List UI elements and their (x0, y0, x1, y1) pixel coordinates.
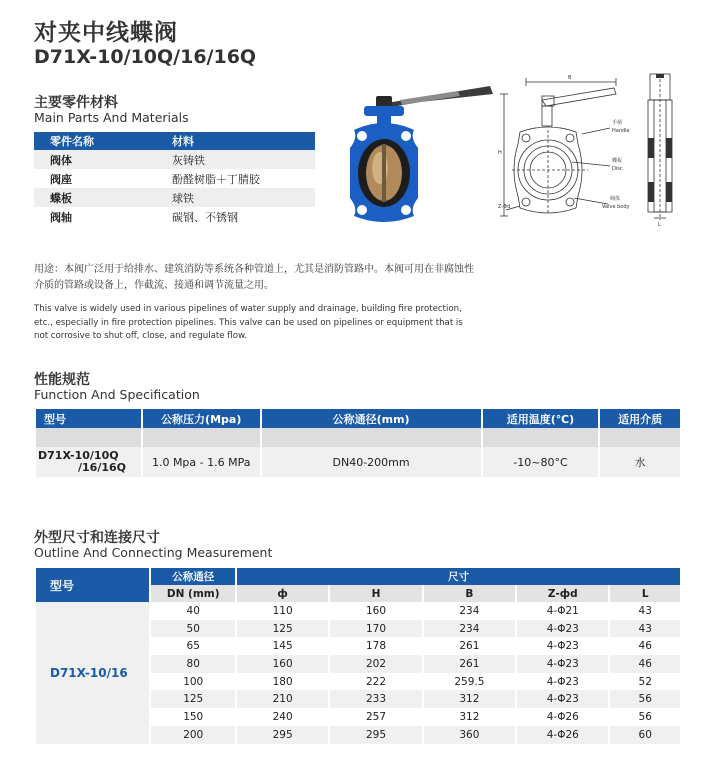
table-row (34, 188, 315, 207)
dims-cell: 52 (638, 675, 652, 688)
dims-cell: 170 (330, 620, 421, 638)
spec-pressure: 1.0 Mpa - 1.6 MPa (143, 447, 260, 477)
dims-cell: 160 (365, 604, 386, 617)
dims-cell: 160 (237, 655, 328, 673)
spec-section-title-en: Function And Specification (34, 387, 200, 402)
parts-table (34, 132, 315, 226)
dims-cell: 257 (365, 710, 386, 723)
dims-section-title-cn: 外型尺寸和连接尺寸 (34, 530, 160, 546)
dims-cell: 261 (459, 640, 480, 653)
dims-cell: 233 (330, 690, 421, 708)
spec-temperature: -10~80°C (483, 447, 599, 477)
spec-header-model: 型号 (36, 409, 141, 428)
dims-header-model: 型号 (36, 568, 149, 602)
part-name: 阀座 (50, 172, 72, 186)
spec-header-diameter: 公称通径(mm) (262, 409, 481, 428)
table-row (34, 207, 315, 226)
dims-cell: 80 (151, 655, 235, 673)
dims-cell: 125 (237, 620, 328, 638)
dims-cell: 4-Φ23 (517, 620, 608, 638)
part-name: 蝶板 (34, 188, 172, 207)
dims-cell: 4-Φ23 (546, 640, 579, 653)
part-name: 阀轴 (50, 210, 72, 224)
dims-cell: 43 (610, 620, 680, 638)
dims-cell: 125 (151, 690, 235, 708)
dims-subheader-phi: ф (237, 585, 328, 602)
spec-table (34, 409, 682, 477)
dims-cell: 50 (151, 620, 235, 638)
dims-cell: 259.5 (454, 675, 485, 688)
valve-product-image (340, 78, 500, 228)
dims-cell: 4-Φ26 (517, 726, 608, 744)
dims-cell: 60 (610, 726, 680, 744)
dims-cell: 312 (424, 690, 515, 708)
spec-model-cell (36, 447, 141, 477)
spec-section-title-cn: 性能规范 (34, 372, 90, 388)
dims-cell: 200 (151, 726, 235, 744)
usage-text-cn: 用途：本阀广泛用于给排水、建筑消防等系统各种管道上，尤其是消防管路中。本阀可用在非腐蚀性介质的管路或设备上，作截流、接通和调节流量之用。 (34, 264, 474, 291)
spec-header-pressure: 公称压力(Mpa) (143, 409, 260, 428)
dims-cell: 240 (272, 710, 293, 723)
dims-cell: 178 (365, 640, 386, 653)
part-material: 灰铸铁 (172, 150, 315, 169)
part-material: 球铁 (172, 188, 315, 207)
drawing-label-disc-en: Disc (612, 166, 623, 172)
drawing-label-body-en: Valve body (602, 204, 630, 210)
valve-technical-drawing (498, 70, 698, 230)
drawing-label-l: L (658, 222, 661, 228)
spec-model-line1: D71X-10/10Q (38, 449, 119, 462)
drawing-label-handle-cn: 手柄 (612, 120, 623, 126)
dims-cell: 145 (272, 640, 293, 653)
spec-header-temperature: 适用温度(℃) (483, 409, 599, 428)
dims-cell: 295 (237, 726, 328, 744)
dims-subheader-h: H (330, 585, 421, 602)
drawing-label-b: B (568, 75, 572, 81)
model-title: D71X-10/10Q/16/16Q (34, 46, 257, 68)
part-material: 酚醛树脂＋丁腈胶 (172, 172, 260, 186)
spec-header-medium: 适用介质 (600, 409, 680, 428)
dims-cell: 295 (330, 726, 421, 744)
dims-header-nominal: 公称通径 (151, 568, 235, 585)
page-title: 对夹中线蝶阀 (34, 20, 178, 46)
drawing-label-disc-cn: 蝶板 (612, 158, 623, 164)
dims-cell: 110 (272, 604, 293, 617)
dims-cell: 4-Φ23 (546, 675, 579, 688)
dims-cell: 360 (424, 726, 515, 744)
drawing-label-zd: Z-Φd (498, 204, 511, 210)
table-row (34, 150, 315, 169)
spec-diameter: DN40-200mm (262, 447, 481, 477)
dims-subheader-dn: DN (mm) (151, 585, 235, 602)
dims-cell: 180 (272, 675, 293, 688)
dims-cell: 150 (183, 710, 204, 723)
dims-cell: 234 (459, 604, 480, 617)
dims-cell: 40 (186, 604, 200, 617)
dims-cell: 222 (365, 675, 386, 688)
parts-header-material: 材料 (172, 132, 315, 150)
dims-cell: 56 (638, 710, 652, 723)
dims-cell: 46 (638, 640, 652, 653)
dims-cell: 312 (459, 710, 480, 723)
dims-cell: 4-Φ26 (546, 710, 579, 723)
parts-section-title-en: Main Parts And Materials (34, 110, 189, 125)
dims-cell: 4-Φ21 (546, 604, 579, 617)
dims-cell: 46 (610, 655, 680, 673)
dims-model-cell: D71X-10/16 (36, 602, 149, 744)
dims-subheader-zd: Z-фd (517, 585, 608, 602)
parts-header-name: 零件名称 (34, 132, 172, 150)
table-row (36, 602, 680, 620)
dims-header-size: 尺寸 (237, 568, 680, 585)
part-material: 碳钢、不锈钢 (172, 210, 238, 224)
dims-cell: 234 (424, 620, 515, 638)
dims-section-title-en: Outline And Connecting Measurement (34, 545, 273, 560)
dims-cell: 100 (183, 675, 204, 688)
table-row (34, 169, 315, 188)
dims-cell: 56 (610, 690, 680, 708)
dims-cell: 210 (237, 690, 328, 708)
dims-cell: 4-Φ23 (517, 690, 608, 708)
dims-subheader-l: L (610, 585, 680, 602)
drawing-label-h: H (498, 150, 502, 156)
part-name: 阀体 (34, 150, 172, 169)
dims-cell: 4-Φ23 (517, 655, 608, 673)
drawing-label-body-cn: 阀体 (610, 196, 621, 202)
dims-cell: 261 (424, 655, 515, 673)
dims-cell: 202 (330, 655, 421, 673)
parts-section-title-cn: 主要零件材料 (34, 95, 118, 111)
usage-text-en: This valve is widely used in various pipelines of water supply and drainage, building fire protection, etc., especially in fire protection pipelines. This valve can be used on pipelines or equipment that is not corrosive to shut off, close, and regulate flow. (34, 304, 463, 341)
drawing-label-handle-en: Handle (612, 128, 630, 134)
dimensions-table (34, 568, 682, 744)
spec-spacer-row (36, 428, 680, 447)
dims-cell: 43 (638, 604, 652, 617)
dims-subheader-b: B (424, 585, 515, 602)
dims-cell: 65 (186, 640, 200, 653)
table-row (36, 447, 680, 477)
spec-medium: 水 (600, 447, 680, 477)
spec-model-line2: /16/16Q (78, 461, 127, 474)
